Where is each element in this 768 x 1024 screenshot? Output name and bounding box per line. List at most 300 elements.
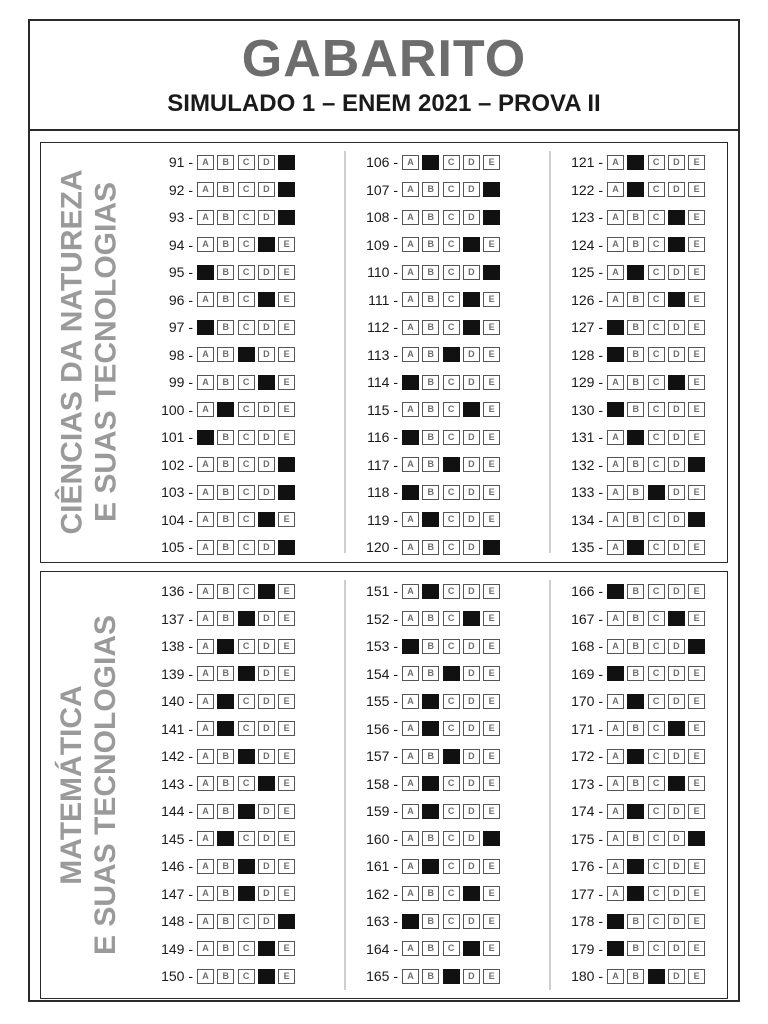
option-bubble: B <box>217 265 234 280</box>
option-bubbles <box>197 584 298 599</box>
option-bubble: A <box>197 639 214 654</box>
option-bubble: E <box>278 292 295 307</box>
option-bubble: D <box>258 155 275 170</box>
question-row <box>358 208 503 226</box>
option-bubbles <box>607 584 708 599</box>
option-bubble: C <box>443 914 460 929</box>
option-bubble: C <box>648 155 665 170</box>
option-bubbles <box>607 831 708 846</box>
option-bubble: A <box>607 831 624 846</box>
option-bubble: A <box>402 182 419 197</box>
section-label-line2: E SUAS TECNOLOGIAS <box>89 614 123 955</box>
option-bubbles <box>197 859 298 874</box>
question-number: 112 - <box>367 319 398 335</box>
option-bubble-marked: A <box>607 320 624 335</box>
option-bubble: B <box>422 430 439 445</box>
option-bubbles <box>197 721 298 736</box>
option-bubble: E <box>483 457 500 472</box>
option-bubbles <box>607 155 708 170</box>
question-row <box>358 912 503 930</box>
question-number: 99 - <box>168 374 193 390</box>
option-bubble: C <box>238 969 255 984</box>
option-bubble: A <box>197 540 214 555</box>
option-bubbles <box>197 831 298 846</box>
option-bubble: E <box>483 804 500 819</box>
option-bubble-marked: E <box>688 639 705 654</box>
option-bubble: D <box>668 969 685 984</box>
question-number: 125 - <box>571 264 603 280</box>
option-bubble: D <box>258 320 275 335</box>
option-bubble-marked: E <box>278 485 295 500</box>
question-number: 103 - <box>161 484 193 500</box>
option-bubble: C <box>443 237 460 252</box>
option-bubble-marked: D <box>463 237 480 252</box>
option-bubble-marked: C <box>443 347 460 362</box>
option-bubble: B <box>422 182 439 197</box>
option-bubble: B <box>627 347 644 362</box>
question-row <box>153 857 298 875</box>
option-bubbles <box>402 320 503 335</box>
question-row <box>153 775 298 793</box>
option-bubble: A <box>607 694 624 709</box>
option-bubble: B <box>217 182 234 197</box>
option-bubble: B <box>627 292 644 307</box>
option-bubble-marked: A <box>197 430 214 445</box>
option-bubble: C <box>648 639 665 654</box>
option-bubble: B <box>422 347 439 362</box>
option-bubble: C <box>238 265 255 280</box>
question-number: 98 - <box>168 346 193 363</box>
option-bubbles <box>402 914 503 929</box>
option-bubble-marked: B <box>422 859 439 874</box>
option-bubble: C <box>238 721 255 736</box>
option-bubble: B <box>627 721 644 736</box>
section-label-line2: E SUAS TECNOLOGIAS <box>89 181 122 523</box>
question-row <box>153 318 298 336</box>
option-bubble: E <box>688 584 705 599</box>
option-bubble: D <box>668 347 685 362</box>
option-bubbles <box>607 457 708 472</box>
option-bubbles <box>402 430 503 445</box>
option-bubble: D <box>668 666 685 681</box>
option-bubble: B <box>217 375 234 390</box>
option-bubbles <box>197 776 298 791</box>
option-bubbles <box>402 776 503 791</box>
option-bubble: C <box>648 237 665 252</box>
question-row <box>358 373 503 391</box>
option-bubble: E <box>688 320 705 335</box>
option-bubble: A <box>402 320 419 335</box>
option-bubble: B <box>422 375 439 390</box>
option-bubble: D <box>258 540 275 555</box>
question-row <box>153 456 298 474</box>
option-bubble: D <box>463 694 480 709</box>
option-bubble: A <box>402 776 419 791</box>
question-number: 151 - <box>366 583 398 599</box>
question-number: 156 - <box>366 720 398 737</box>
option-bubble: A <box>607 430 624 445</box>
option-bubbles <box>402 512 503 527</box>
option-bubble: A <box>197 182 214 197</box>
option-bubble: E <box>688 941 705 956</box>
question-row <box>563 940 708 958</box>
question-number: 121 - <box>571 154 603 170</box>
question-number: 129 - <box>571 374 603 390</box>
option-bubble: C <box>648 666 665 681</box>
option-bubble: B <box>422 457 439 472</box>
question-row <box>358 428 503 446</box>
option-bubble: D <box>463 804 480 819</box>
option-bubble: D <box>258 402 275 417</box>
option-bubble: E <box>483 639 500 654</box>
question-row <box>358 401 503 419</box>
option-bubble: A <box>607 182 624 197</box>
option-bubble: B <box>627 210 644 225</box>
option-bubble: C <box>648 584 665 599</box>
option-bubble: C <box>238 155 255 170</box>
option-bubble: B <box>217 237 234 252</box>
option-bubble: E <box>688 914 705 929</box>
option-bubbles <box>197 666 298 681</box>
option-bubble-marked: D <box>463 292 480 307</box>
option-bubbles <box>607 512 708 527</box>
option-bubble: D <box>258 859 275 874</box>
question-row <box>563 857 708 875</box>
option-bubbles <box>197 402 298 417</box>
option-bubble: E <box>483 914 500 929</box>
option-bubbles <box>197 914 298 929</box>
option-bubble-marked: A <box>402 375 419 390</box>
question-row <box>358 692 503 710</box>
option-bubbles <box>197 886 298 901</box>
option-bubble-marked: D <box>463 611 480 626</box>
option-bubble: C <box>443 292 460 307</box>
option-bubble: E <box>688 155 705 170</box>
option-bubble: A <box>607 237 624 252</box>
option-bubble: D <box>463 831 480 846</box>
question-row <box>563 428 708 446</box>
option-bubble: E <box>688 430 705 445</box>
question-row <box>563 511 708 529</box>
option-bubble: A <box>197 666 214 681</box>
option-bubble-marked: B <box>422 804 439 819</box>
option-bubble-marked: E <box>483 540 500 555</box>
option-bubble: C <box>648 776 665 791</box>
option-bubble: D <box>463 666 480 681</box>
question-row <box>358 637 503 655</box>
option-bubble: E <box>278 776 295 791</box>
question-row <box>153 428 298 446</box>
option-bubbles <box>197 292 298 307</box>
option-bubbles <box>197 694 298 709</box>
option-bubble: E <box>688 375 705 390</box>
option-bubble: D <box>258 914 275 929</box>
question-row <box>153 346 298 364</box>
option-bubbles <box>402 210 503 225</box>
option-bubble: A <box>607 292 624 307</box>
option-bubble: C <box>238 914 255 929</box>
option-bubble: D <box>668 182 685 197</box>
option-bubbles <box>607 694 708 709</box>
option-bubble-marked: C <box>443 969 460 984</box>
question-number: 131 - <box>571 429 603 445</box>
option-bubble: B <box>627 237 644 252</box>
option-bubbles <box>402 457 503 472</box>
option-bubble-marked: B <box>217 694 234 709</box>
option-bubbles <box>402 540 503 555</box>
option-bubble: D <box>668 639 685 654</box>
option-bubble: E <box>688 402 705 417</box>
option-bubbles <box>402 182 503 197</box>
option-bubble: D <box>258 210 275 225</box>
question-number: 114 - <box>367 374 398 390</box>
question-number: 104 - <box>161 511 193 528</box>
option-bubble: C <box>443 540 460 555</box>
question-number: 92 - <box>168 181 193 198</box>
option-bubble: B <box>627 512 644 527</box>
option-bubbles <box>607 941 708 956</box>
option-bubbles <box>402 611 503 626</box>
option-bubble: C <box>238 941 255 956</box>
question-number: 96 - <box>168 291 193 308</box>
option-bubble: C <box>648 694 665 709</box>
option-bubble-marked: A <box>607 347 624 362</box>
question-number: 118 - <box>367 484 398 500</box>
question-number: 177 - <box>571 885 603 902</box>
option-bubble: C <box>443 375 460 390</box>
option-bubble-marked: C <box>238 347 255 362</box>
option-bubbles <box>402 155 503 170</box>
question-number: 155 - <box>366 693 398 709</box>
question-row <box>358 830 503 848</box>
question-row <box>563 208 708 226</box>
option-bubbles <box>197 210 298 225</box>
option-bubble: D <box>258 457 275 472</box>
question-number: 128 - <box>571 346 603 363</box>
option-bubble: C <box>648 430 665 445</box>
option-bubble: C <box>648 320 665 335</box>
option-bubble-marked: B <box>217 831 234 846</box>
option-bubbles <box>607 749 708 764</box>
option-bubble: C <box>238 237 255 252</box>
option-bubble: C <box>648 540 665 555</box>
option-bubble: A <box>402 886 419 901</box>
option-bubbles <box>607 320 708 335</box>
question-row <box>358 940 503 958</box>
option-bubble: A <box>197 721 214 736</box>
question-row <box>153 263 298 281</box>
option-bubble-marked: B <box>422 694 439 709</box>
question-row <box>153 538 298 556</box>
question-number: 91 - <box>168 154 193 170</box>
option-bubble-marked: B <box>422 512 439 527</box>
question-row <box>563 885 708 903</box>
option-bubble: C <box>238 210 255 225</box>
option-bubble: E <box>688 182 705 197</box>
option-bubble: B <box>217 914 234 929</box>
option-bubble: A <box>197 485 214 500</box>
question-number: 144 - <box>161 803 193 819</box>
option-bubble: B <box>627 485 644 500</box>
option-bubble: E <box>688 485 705 500</box>
option-bubble: A <box>197 831 214 846</box>
question-row <box>153 912 298 930</box>
option-bubble: A <box>197 859 214 874</box>
option-bubble: B <box>422 639 439 654</box>
option-bubble: D <box>668 265 685 280</box>
option-bubble: A <box>402 749 419 764</box>
question-row <box>563 373 708 391</box>
question-row <box>563 401 708 419</box>
question-number: 126 - <box>571 291 603 308</box>
question-row <box>153 747 298 765</box>
option-bubble-marked: C <box>648 969 665 984</box>
option-bubble: E <box>483 749 500 764</box>
question-number: 127 - <box>571 319 603 335</box>
option-bubble: C <box>238 292 255 307</box>
option-bubble: E <box>278 804 295 819</box>
option-bubble: D <box>258 182 275 197</box>
question-number: 154 - <box>366 665 398 682</box>
question-row <box>358 346 503 364</box>
section-ciencias-natureza <box>40 142 728 563</box>
option-bubble: C <box>648 886 665 901</box>
option-bubble-marked: A <box>197 320 214 335</box>
option-bubble: A <box>402 210 419 225</box>
option-bubble: A <box>607 485 624 500</box>
option-bubble: E <box>688 886 705 901</box>
option-bubble: C <box>238 584 255 599</box>
option-bubble-marked: B <box>422 155 439 170</box>
option-bubbles <box>607 611 708 626</box>
option-bubbles <box>607 914 708 929</box>
option-bubble: E <box>688 804 705 819</box>
question-row <box>153 692 298 710</box>
option-bubble: B <box>627 831 644 846</box>
option-bubble-marked: E <box>278 182 295 197</box>
question-row <box>358 483 503 501</box>
option-bubble: B <box>217 210 234 225</box>
option-bubble: D <box>668 457 685 472</box>
option-bubble: A <box>402 859 419 874</box>
question-row <box>563 610 708 628</box>
question-number: 168 - <box>571 638 603 654</box>
option-bubble: A <box>197 914 214 929</box>
section-matematica <box>40 571 728 999</box>
question-number: 165 - <box>366 968 398 984</box>
option-bubbles <box>607 265 708 280</box>
option-bubble: C <box>443 430 460 445</box>
option-bubble: B <box>422 749 439 764</box>
option-bubble: B <box>627 969 644 984</box>
option-bubble: C <box>648 182 665 197</box>
question-number: 167 - <box>571 610 603 627</box>
option-bubble: D <box>668 485 685 500</box>
option-bubble: A <box>402 941 419 956</box>
option-bubble: C <box>648 749 665 764</box>
question-number: 102 - <box>161 456 193 473</box>
option-bubbles <box>607 666 708 681</box>
option-bubble: B <box>422 402 439 417</box>
option-bubble-marked: B <box>627 804 644 819</box>
option-bubble: A <box>197 694 214 709</box>
question-row <box>153 967 298 985</box>
option-bubbles <box>402 237 503 252</box>
option-bubble: D <box>463 776 480 791</box>
option-bubble: C <box>443 210 460 225</box>
option-bubble: D <box>668 694 685 709</box>
option-bubble: B <box>422 265 439 280</box>
question-row <box>153 940 298 958</box>
option-bubble: A <box>607 776 624 791</box>
option-bubble-marked: D <box>258 292 275 307</box>
option-bubble-marked: B <box>422 584 439 599</box>
question-row <box>563 912 708 930</box>
option-bubbles <box>607 859 708 874</box>
option-bubble-marked: E <box>278 457 295 472</box>
option-bubble: D <box>668 155 685 170</box>
option-bubble: C <box>238 694 255 709</box>
option-bubble: B <box>627 402 644 417</box>
option-bubbles <box>402 265 503 280</box>
question-number: 140 - <box>161 693 193 709</box>
option-bubble-marked: C <box>238 886 255 901</box>
question-number: 145 - <box>161 830 193 847</box>
option-bubble: E <box>688 611 705 626</box>
option-bubble: B <box>217 292 234 307</box>
option-bubble: E <box>278 265 295 280</box>
question-number: 178 - <box>571 913 603 929</box>
option-bubble-marked: D <box>668 210 685 225</box>
option-bubble: B <box>627 941 644 956</box>
option-bubble: B <box>217 320 234 335</box>
option-bubble: B <box>422 540 439 555</box>
option-bubble: D <box>463 512 480 527</box>
question-row <box>358 181 503 199</box>
question-row <box>153 610 298 628</box>
option-bubble: A <box>402 694 419 709</box>
question-row <box>563 967 708 985</box>
option-bubble: C <box>238 639 255 654</box>
option-bubble: E <box>688 347 705 362</box>
option-bubble: E <box>278 969 295 984</box>
question-row <box>358 967 503 985</box>
option-bubble-marked: A <box>402 914 419 929</box>
question-row <box>153 373 298 391</box>
option-bubble: D <box>258 886 275 901</box>
option-bubbles <box>402 292 503 307</box>
option-bubble: D <box>463 347 480 362</box>
option-bubble-marked: E <box>483 182 500 197</box>
option-bubble: C <box>238 430 255 445</box>
option-bubble: C <box>238 512 255 527</box>
option-bubble-marked: D <box>258 375 275 390</box>
option-bubble: D <box>668 749 685 764</box>
option-bubble: A <box>402 666 419 681</box>
question-row <box>563 456 708 474</box>
option-bubble: A <box>402 831 419 846</box>
option-bubbles <box>197 749 298 764</box>
option-bubble: D <box>463 859 480 874</box>
option-bubbles <box>197 155 298 170</box>
option-bubbles <box>607 237 708 252</box>
option-bubble: E <box>483 402 500 417</box>
question-row <box>358 538 503 556</box>
option-bubbles <box>402 402 503 417</box>
question-row <box>563 637 708 655</box>
question-number: 142 - <box>161 748 193 764</box>
option-bubble: C <box>648 804 665 819</box>
